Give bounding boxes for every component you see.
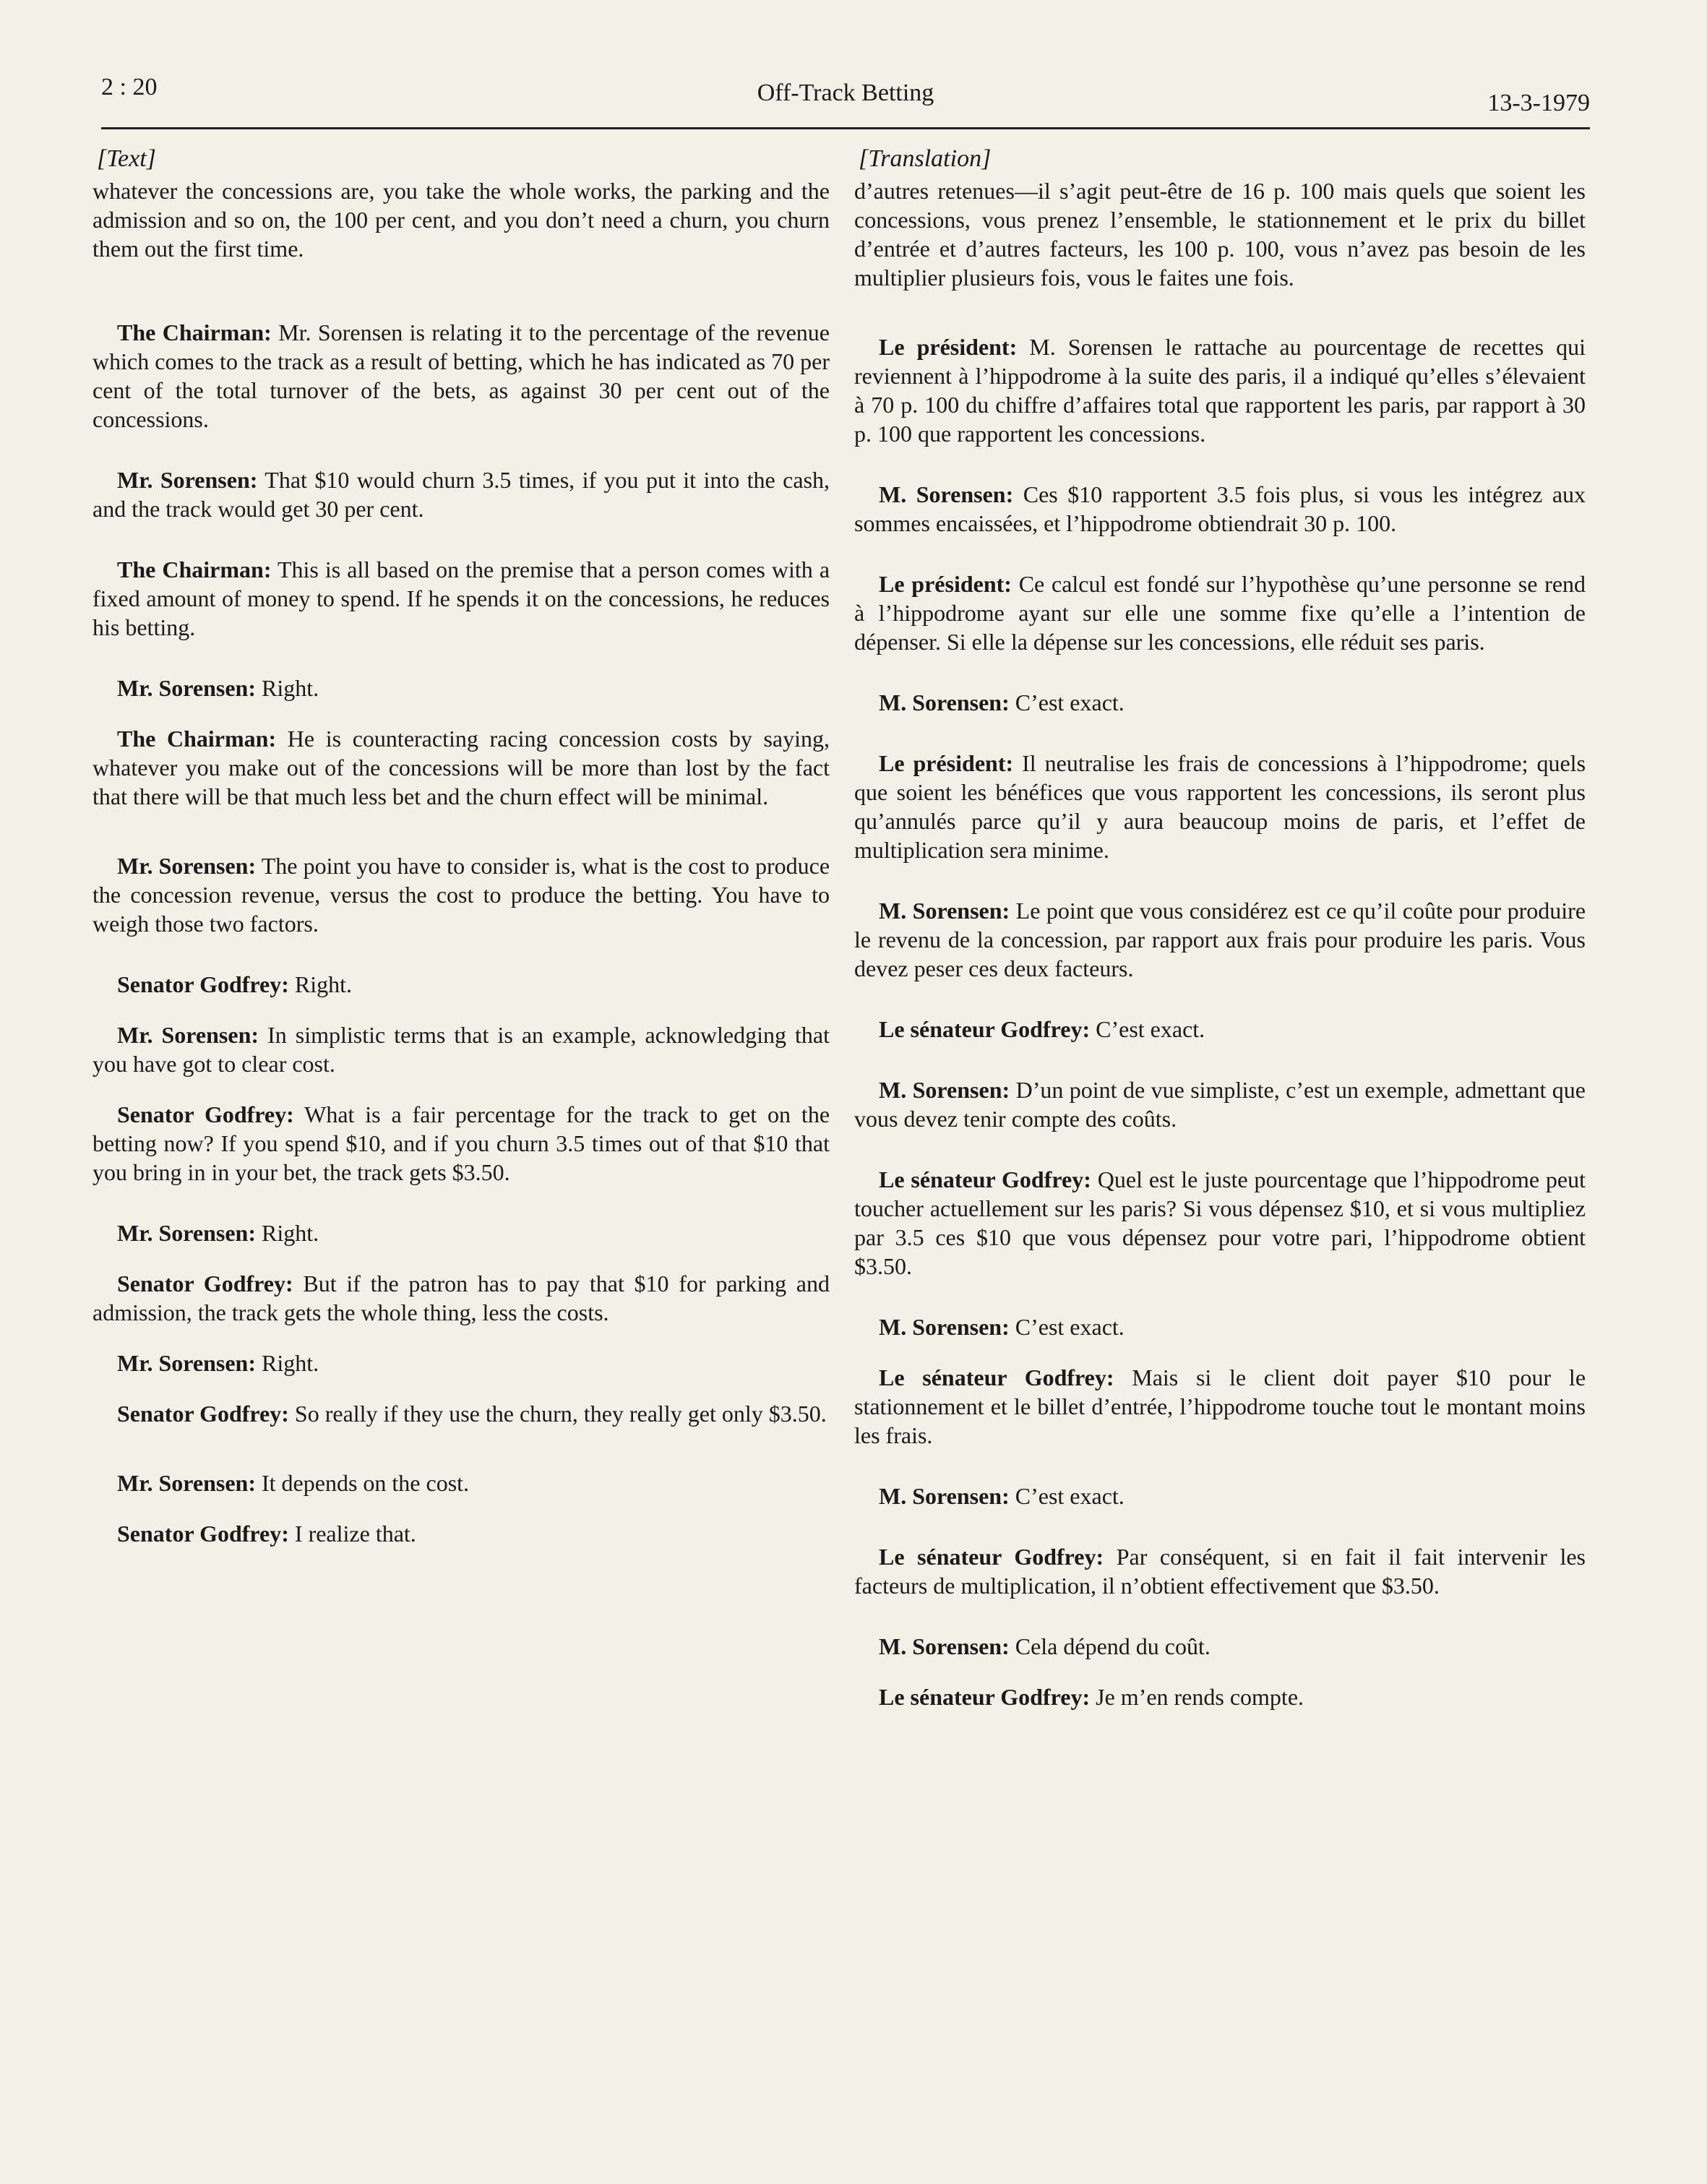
transcript-entry <box>93 1399 830 1428</box>
transcript-entry <box>93 674 830 702</box>
entry-text: Par conséquent, si en fait il fait intervenir les facteurs de multiplication, il n’obtient effectivement que $3.50. <box>854 1544 1586 1599</box>
transcript-entry <box>854 569 1586 656</box>
speaker-name: Le président: <box>879 334 1018 360</box>
speaker-name: The Chairman: <box>117 726 277 752</box>
transcript-entry <box>854 1363 1586 1450</box>
transcript-entry <box>854 688 1586 717</box>
entry-text: Ces $10 rapportent 3.5 fois plus, si vous les intégrez aux sommes encaissées, et l’hippodrome obtiendrait 30 p. 100. <box>854 481 1586 536</box>
speaker-name: Mr. Sorensen: <box>117 1350 256 1376</box>
transcript-entry <box>93 465 830 523</box>
entry-text: Cela dépend du coût. <box>1015 1633 1211 1659</box>
speaker-name: Mr. Sorensen: <box>117 1220 256 1246</box>
entry-text: Right. <box>262 1350 319 1376</box>
entry-text: C’est exact. <box>1015 1483 1125 1509</box>
speaker-name: Le sénateur Godfrey: <box>879 1166 1091 1192</box>
speaker-name: Senator Godfrey: <box>117 1521 289 1547</box>
entry-text: Quel est le juste pourcentage que l’hippodrome peut toucher actuellement sur les paris? Si vous dépensez $10, et si vous multipliez par 3.5 ces $10 que vous dépensez pour votre pari, l’hippodrome obtient $3.50. <box>854 1166 1586 1279</box>
speaker-name: M. Sorensen: <box>879 1314 1010 1340</box>
transcript-entry <box>93 851 830 938</box>
entry-text: This is all based on the premise that a person comes with a fixed amount of money to spend. If he spends it on the concessions, he reduces his betting. <box>93 556 830 640</box>
transcript-entry <box>93 1519 830 1548</box>
entry-text: Le point que vous considérez est ce qu’il coûte pour produire le revenu de la concession, par rapport aux frais pour produire les paris. Vous devez peser ces deux facteurs. <box>854 898 1586 981</box>
speaker-name: Le sénateur Godfrey: <box>879 1364 1114 1390</box>
transcript-entry <box>854 1542 1586 1600</box>
speaker-name: Mr. Sorensen: <box>117 1470 256 1496</box>
transcript-entry <box>93 1020 830 1078</box>
speaker-name: Le président: <box>879 750 1014 776</box>
transcript-entry <box>854 1682 1586 1711</box>
entry-text: Mr. Sorensen is relating it to the percentage of the revenue which comes to the track as a result of betting, which he has indicated as 70 per cent of the total turnover of the bets, as against 30 per cent out of the concessions. <box>93 319 830 432</box>
continuation-paragraph: d’autres retenues—il s’agit peut-être de 16 p. 100 mais quels que soient les concessions, vous prenez l’ensemble, le stationnement et le prix du billet d’entrée et d’autres facteurs, les 100 p. 100, vous n’avez pas besoin de les multiplier plusieurs fois, vous le faites une fois. <box>854 178 1586 291</box>
column-label: [Text] <box>97 145 156 172</box>
transcript-entry <box>854 1165 1586 1281</box>
speaker-name: Mr. Sorensen: <box>117 853 257 879</box>
entry-text: Right. <box>294 971 353 997</box>
entry-text: C’est exact. <box>1015 689 1125 715</box>
text-column-french <box>854 145 1586 1711</box>
text-column-english <box>93 145 830 1548</box>
transcript-entry <box>854 1015 1586 1044</box>
transcript-entry <box>854 896 1586 983</box>
entry-text: Mais si le client doit payer $10 pour le stationnement et le billet d’entrée, l’hippodrome touche tout le montant moins les frais. <box>854 1364 1586 1448</box>
transcript-entry <box>854 480 1586 538</box>
entry-text: That $10 would churn 3.5 times, if you put it into the cash, and the track would get 30 per cent. <box>93 467 830 522</box>
entry-text: He is counteracting racing concession costs by saying, whatever you make out of the concessions will be more than lost by the fact that there will be that much less bet and the churn effect will be minimal. <box>93 726 830 809</box>
transcript-entry <box>93 555 830 642</box>
continuation-paragraph: whatever the concessions are, you take the whole works, the parking and the admission and so on, the 100 per cent, and you don’t need a churn, you churn them out the first time. <box>93 178 830 262</box>
entry-text: Ce calcul est fondé sur l’hypothèse qu’une personne se rend à l’hippodrome ayant sur elle une somme fixe qu’elle a l’intention de dépenser. Si elle la dépense sur les concessions, elle réduit ses paris. <box>854 571 1586 655</box>
speaker-name: Mr. Sorensen: <box>117 1022 259 1048</box>
entry-text: What is a fair percentage for the track to get on the betting now? If you spend $10, and if you churn 3.5 times out of that $10 that you bring in in your bet, the track gets $3.50. <box>93 1101 830 1185</box>
speaker-name: Le sénateur Godfrey: <box>879 1016 1091 1042</box>
speaker-name: M. Sorensen: <box>879 1077 1010 1103</box>
transcript-entry <box>93 970 830 999</box>
entry-text: C’est exact. <box>1096 1016 1205 1042</box>
speaker-name: M. Sorensen: <box>879 689 1010 715</box>
entry-text: Right. <box>262 1220 319 1246</box>
entry-text: Je m’en rends compte. <box>1096 1684 1304 1710</box>
transcript-entry <box>93 1218 830 1247</box>
page-number: 2 : 20 <box>101 74 158 100</box>
document-date: 13-3-1979 <box>1487 90 1590 116</box>
speaker-name: Senator Godfrey: <box>117 1271 293 1297</box>
column-label: [Translation] <box>859 145 992 172</box>
transcript-entry <box>854 1632 1586 1661</box>
entry-text: The point you have to consider is, what is the cost to produce the concession revenue, versus the cost to produce the betting. You have to weigh those two factors. <box>93 853 830 937</box>
speaker-name: M. Sorensen: <box>879 1633 1010 1659</box>
entry-text: C’est exact. <box>1015 1314 1125 1340</box>
speaker-name: Senator Godfrey: <box>117 971 289 997</box>
speaker-name: Mr. Sorensen: <box>117 467 258 493</box>
transcript-entry <box>93 1469 830 1497</box>
speaker-name: The Chairman: <box>117 556 272 582</box>
speaker-name: Mr. Sorensen: <box>117 675 256 701</box>
transcript-entry <box>93 1349 830 1377</box>
transcript-entry <box>854 332 1586 448</box>
entry-text: D’un point de vue simpliste, c’est un exemple, admettant que vous devez tenir compte des coûts. <box>854 1077 1586 1132</box>
speaker-name: The Chairman: <box>117 319 272 345</box>
speaker-name: Le sénateur Godfrey: <box>879 1544 1104 1570</box>
running-header <box>101 69 1590 129</box>
speaker-name: Senator Godfrey: <box>117 1401 289 1427</box>
speaker-name: Senator Godfrey: <box>117 1101 294 1127</box>
transcript-entry <box>854 1482 1586 1510</box>
transcript-entry <box>854 1312 1586 1341</box>
entry-text: Il neutralise les frais de concessions à l’hippodrome; quels que soient les bénéfices que vous rapportent les concessions, ils seront plus qu’annulés parce qu’il y aura beaucoup moins de paris, et l’effet de multiplication sera minime. <box>854 750 1586 863</box>
entry-text: But if the patron has to pay that $10 for parking and admission, the track gets the whole thing, less the costs. <box>93 1271 830 1325</box>
document-title: Off-Track Betting <box>757 79 934 106</box>
entry-text: In simplistic terms that is an example, acknowledging that you have got to clear cost. <box>93 1022 830 1077</box>
speaker-name: Le président: <box>879 571 1012 597</box>
entry-text: Right. <box>262 675 319 701</box>
transcript-entry <box>93 318 830 434</box>
entry-text: I realize that. <box>294 1521 416 1547</box>
transcript-entry <box>854 749 1586 864</box>
transcript-entry <box>854 1075 1586 1133</box>
entry-text: M. Sorensen le rattache au pourcentage de recettes qui reviennent à l’hippodrome à la suite des paris, il a indiqué qu’elles s’élevaient à 70 p. 100 du chiffre d’affaires total que rapportent les paris, par rapport à 30 p. 100 que rapportent les concessions. <box>854 334 1586 447</box>
transcript-entry <box>93 724 830 811</box>
entry-text: It depends on the cost. <box>262 1470 470 1496</box>
speaker-name: M. Sorensen: <box>879 481 1014 507</box>
speaker-name: Le sénateur Godfrey: <box>879 1684 1091 1710</box>
transcript-entry <box>93 1100 830 1187</box>
entry-text: So really if they use the churn, they really get only $3.50. <box>294 1401 827 1427</box>
transcript-entry <box>93 1269 830 1327</box>
speaker-name: M. Sorensen: <box>879 1483 1010 1509</box>
speaker-name: M. Sorensen: <box>879 898 1010 924</box>
